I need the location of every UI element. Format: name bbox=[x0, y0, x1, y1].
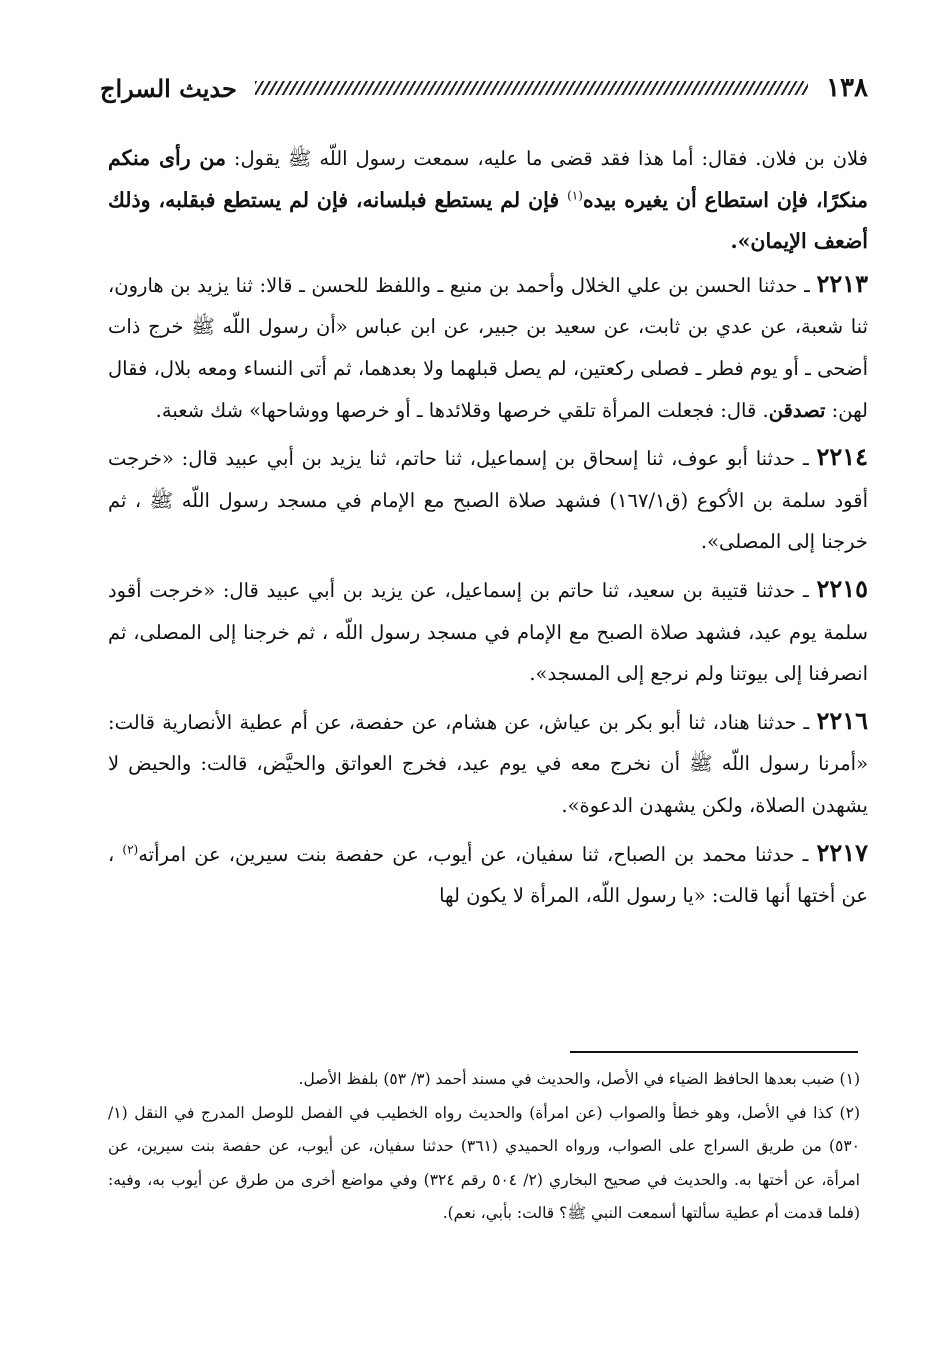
hadith-2216 bbox=[108, 700, 868, 827]
footnote-separator bbox=[570, 1051, 858, 1053]
hadith-text: ـ حدثنا هناد، ثنا أبو بكر بن عياش، عن هشام، عن حفصة، عن أم عطية الأنصارية قالت: «أمرنا رسول اللّه ﷺ أن نخرج معه في يوم عيد، فخرج العواتق والحيَّض، قالت: والحيض لا يشهدن الصلاة، ولكن يشهدن الدعوة». bbox=[108, 710, 868, 817]
main-text bbox=[108, 138, 868, 917]
hadith-text: ـ حدثنا قتيبة بن سعيد، ثنا حاتم بن إسماعيل، عن يزيد بن أبي عبيد قال: «خرجت أقود سلمة يوم عيد، فشهد صلاة الصبح مع الإمام في مسجد رسول اللّه ، ثم خرجنا إلى المصلى، ثم انصرفنا إلى بيوتنا ولم نرجع إلى المسجد». bbox=[108, 578, 868, 686]
footnote-1: (١) ضبب بعدها الحافظ الضياء في الأصل، والحديث في مسند أحمد (٣/ ٥٣) بلفظ الأصل. bbox=[298, 1070, 860, 1088]
book-title: حديث السراج bbox=[100, 73, 237, 103]
page-number: ١٣٨ bbox=[826, 73, 868, 103]
paragraph-text: فلان بن فلان. فقال: أما هذا فقد قضى ما عليه، سمعت رسول اللّه ﷺ يقول: bbox=[233, 147, 868, 170]
hadith-2214 bbox=[108, 436, 868, 563]
footnote-ref-2[interactable]: (٢) bbox=[122, 842, 139, 856]
emphasized-word: تصدقن bbox=[768, 398, 826, 422]
hadith-2213 bbox=[108, 263, 868, 431]
hadith-text-end: ، عن أختها أنها قالت: «يا رسول اللّه، المرأة لا يكون لها bbox=[108, 842, 868, 908]
hadith-text: ـ حدثنا أبو عوف، ثنا إسحاق بن إسماعيل، ثنا حاتم، ثنا يزيد بن أبي عبيد قال: «خرجت أقود سلمة بن الأكوع (ق١٦٧/١) فشهد صلاة الصبح مع الإمام في مسجد رسول اللّه ﷺ ، ثم خرجنا إلى المصلى». bbox=[108, 447, 868, 554]
hadith-number: ٢٢١٦ bbox=[816, 705, 868, 735]
hadith-quote-end: فإن لم يستطع فبلسانه، فإن لم يستطع فبقلبه، وذلك أضعف الإيمان». bbox=[108, 187, 868, 254]
hadith-quote: من رأى منكم منكرًا، فإن استطاع أن يغيره بيده bbox=[108, 146, 868, 212]
hadith-text-end: . قال: فجعلت المرأة تلقي خرصها وقلائدها ـ أو خرصها ووشاحها» شك شعبة. bbox=[155, 398, 769, 422]
paragraph-continuation bbox=[108, 138, 868, 263]
hadith-2215 bbox=[108, 568, 868, 695]
hadith-text: ـ حدثنا الحسن بن علي الخلال وأحمد بن منيع ـ واللفظ للحسن ـ قالا: ثنا يزيد بن هارون، ثنا شعبة، عن عدي بن ثابت، عن سعيد بن جبير، عن ابن عباس «أن رسول اللّه ﷺ خرج ذات أضحى ـ أو يوم فطر ـ فصلى ركعتين، لم يصل قبلهما ولا بعدهما، ثم أتى النساء ومعه بلال، فقال لهن: bbox=[108, 273, 868, 422]
hadith-number: ٢٢١٤ bbox=[816, 442, 868, 472]
footnote-2: (٢) كذا في الأصل، وهو خطأ والصواب (عن امرأة) والحديث رواه الخطيب في الفصل للوصل المدرج في النقل (١/ ٥٣٠) من طريق السراج على الصواب، ورواه الحميدي (٣٦١) حدثنا سفيان، عن أيوب، عن حفصة بنت سيرين، عن امرأة، عن أختها به. والحديث في صحيح البخاري (٢/ ٥٠٤ رقم ٣٢٤) وفي مواضع أخرى من طرق عن أيوب به، وفيه: (فلما قدمت أم عطية سألتها أسمعت النبي ﷺ؟ قالت: بأبي، نعم). bbox=[108, 1103, 860, 1223]
header-decorative-rule bbox=[255, 81, 808, 95]
footnotes bbox=[108, 1063, 860, 1231]
hadith-number: ٢٢١٧ bbox=[816, 837, 868, 867]
footnote-ref-1[interactable]: (١) bbox=[567, 188, 583, 203]
running-header bbox=[100, 68, 868, 108]
hadith-number: ٢٢١٣ bbox=[816, 268, 868, 298]
hadith-text: ـ حدثنا محمد بن الصباح، ثنا سفيان، عن أيوب، عن حفصة بنت سيرين، عن امرأته bbox=[138, 842, 817, 866]
hadith-2217 bbox=[108, 832, 868, 917]
hadith-number: ٢٢١٥ bbox=[816, 573, 868, 603]
